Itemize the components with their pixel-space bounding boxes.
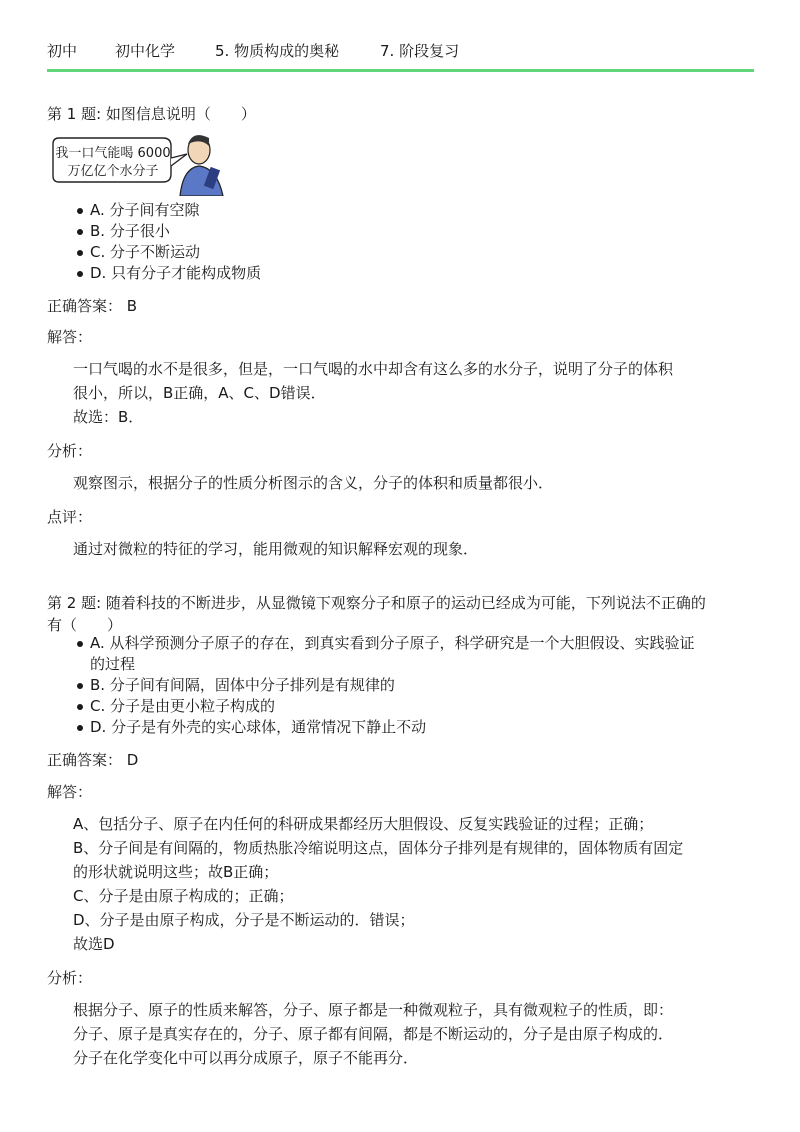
q2-title — [47, 592, 759, 636]
q1-title: 第 1 题: 如图信息说明（ ） — [47, 105, 256, 123]
q2-jieda-line: A、包括分子、原子在内任何的科研成果都经历大胆假设、反复实践验证的过程；正确； — [73, 815, 654, 833]
q2-fenxi-line: 分子、原子是真实存在的，分子、原子都有间隔，都是不断运动的，分子是由原子构成的． — [73, 1025, 674, 1043]
q2-option-a[interactable]: A. 从科学预测分子原子的存在，到真实看到分子原子，科学研究是一个大胆假设、实践验证 — [90, 633, 760, 654]
q2-answer: 正确答案： D — [47, 751, 139, 769]
q1-option-d[interactable]: D. 只有分子才能构成物质 — [90, 263, 760, 284]
q1-fenxi-line: 观察图示，根据分子的性质分析图示的含义，分子的体积和质量都很小． — [73, 474, 554, 492]
q2-option-d[interactable]: D. 分子是有外壳的实心球体，通常情况下静止不动 — [90, 717, 760, 738]
q1-jieda-line: 一口气喝的水不是很多，但是，一口气喝的水中却含有这么多的水分子，说明了分子的体积 — [73, 360, 674, 378]
q1-option-c[interactable]: C. 分子不断运动 — [90, 242, 760, 263]
q2-fenxi-body — [73, 998, 733, 1070]
q2-jieda-line: 故选D — [73, 935, 115, 953]
q1-fenxi-label: 分析： — [47, 442, 93, 460]
q1-fenxi-body — [73, 471, 733, 495]
q2-jieda-body — [73, 812, 733, 956]
q2-fenxi-line: 分子在化学变化中可以再分成原子，原子不能再分． — [73, 1049, 419, 1067]
breadcrumb-divider — [47, 69, 754, 72]
q2-title-line1: 第 2 题: 随着科技的不断进步，从显微镜下观察分子和原子的运动已经成为可能，下列说法不正确的 — [47, 594, 706, 612]
q2-option-b[interactable]: B. 分子间有间隔，固体中分子排列是有规律的 — [90, 675, 760, 696]
q2-option-a-cont[interactable]: 的过程 — [90, 655, 136, 673]
q2-title-line2: 有（ ） — [47, 616, 123, 634]
q1-answer: 正确答案： B — [47, 297, 138, 315]
q2-jieda-line: 的形状就说明这些；故B正确； — [73, 863, 279, 881]
q1-jieda-line: 故选：B． — [73, 408, 144, 426]
q2-option-c[interactable]: C. 分子是由更小粒子构成的 — [90, 696, 760, 717]
q1-jieda-line: 很小，所以，B正确，A、C、D错误． — [73, 384, 326, 402]
q2-fenxi-label: 分析： — [47, 969, 93, 987]
breadcrumb-item-chapter[interactable]: 5. 物质构成的奥秘 — [215, 42, 340, 60]
q1-dianping-line: 通过对微粒的特征的学习，能用微观的知识解释宏观的现象． — [73, 540, 479, 558]
q1-option-a[interactable]: A. 分子间有空隙 — [90, 200, 760, 221]
q2-fenxi-line: 根据分子、原子的性质来解答，分子、原子都是一种微观粒子，具有微观粒子的性质，即： — [73, 1001, 674, 1019]
q1-bubble-line1: 我一口气能喝 6000 — [55, 146, 171, 161]
q1-jieda-body — [73, 357, 733, 429]
q1-dianping-body — [73, 537, 733, 561]
breadcrumb-item-subject[interactable]: 初中化学 — [115, 42, 176, 60]
breadcrumb-item-level[interactable]: 初中 — [47, 42, 78, 60]
q1-option-b[interactable]: B. 分子很小 — [90, 221, 760, 242]
q1-jieda-label: 解答： — [47, 328, 93, 346]
q2-jieda-line: B、分子间是有间隔的，物质热胀冷缩说明这点，固体分子排列是有规律的，固体物质有固定 — [73, 839, 684, 857]
q2-jieda-line: C、分子是由原子构成的；正确； — [73, 887, 294, 905]
q1-figure — [47, 128, 227, 196]
q2-jieda-line: D、分子是由原子构成，分子是不断运动的．错误； — [73, 911, 415, 929]
q1-dianping-label: 点评： — [47, 508, 93, 526]
q2-jieda-label: 解答： — [47, 783, 93, 801]
breadcrumb-item-section[interactable]: 7. 阶段复习 — [380, 42, 460, 60]
q1-bubble-line2: 万亿亿个水分子 — [67, 164, 159, 179]
